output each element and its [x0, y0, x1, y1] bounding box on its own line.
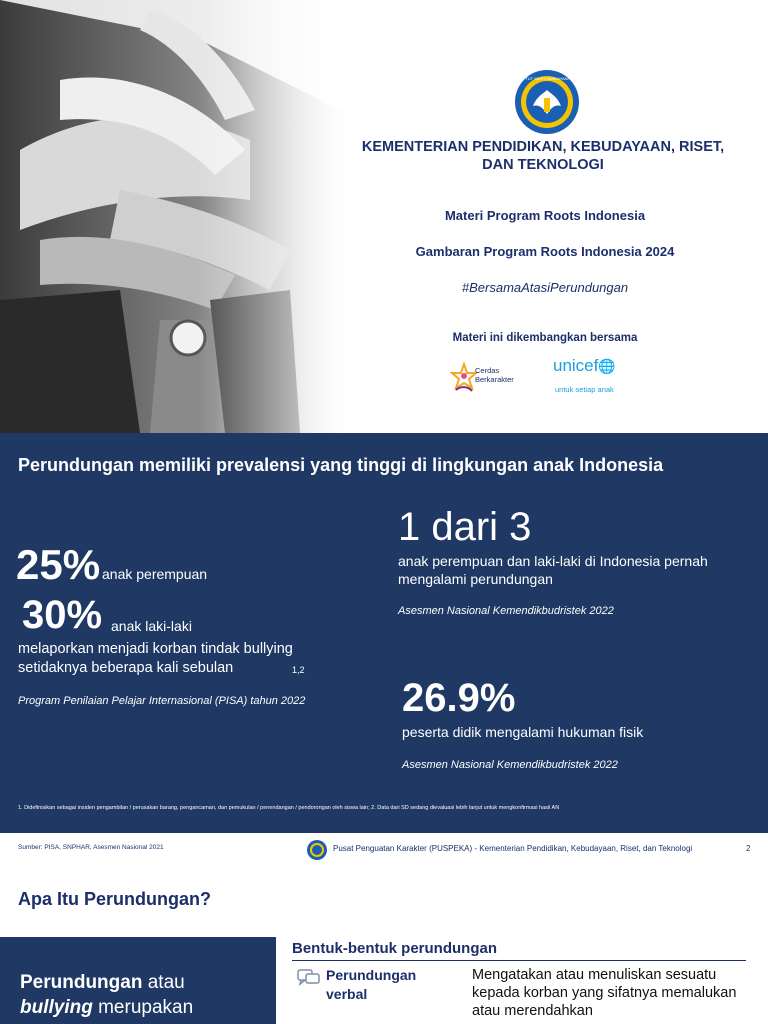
footer-source: Sumber: PISA, SNPHAR, Asesmen Nasional 2021	[18, 844, 164, 851]
partner-heading: Materi ini dikembangkan bersama	[452, 332, 638, 344]
source-pisa: Program Penilaian Pelajar Internasional (PISA) tahun 2022	[18, 695, 306, 707]
forms-subtitle: Bentuk-bentuk perundungan	[292, 940, 497, 957]
panel-word-merupakan: merupakan	[92, 997, 194, 1018]
berkarakter-text: Berkarakter	[475, 375, 514, 384]
stat-footnote-ref: 1,2	[292, 665, 305, 675]
footer-organization: Pusat Penguatan Karakter (PUSPEKA) - Kementerian Pendidikan, Kebudayaan, Riset, dan Teknologi	[333, 844, 693, 853]
page-number: 2	[746, 844, 751, 853]
ministry-line-2: DAN TEKNOLOGI	[482, 157, 604, 173]
slide-title: Apa Itu Perundungan?	[18, 889, 211, 909]
ministry-name	[318, 138, 768, 174]
unicef-name: unicef	[553, 356, 599, 375]
panel-word-bullying: bullying	[20, 997, 93, 1018]
materi-title: Materi Program Roots Indonesia	[444, 208, 646, 223]
panel-word-perundungan: Perundungan	[20, 972, 143, 993]
slide-footer	[0, 833, 768, 867]
ministry-line-1: KEMENTERIAN PENDIDIKAN, KEBUDAYAAN, RISET,	[361, 139, 725, 155]
hands-together-photo	[0, 0, 360, 433]
slide-title: Perundungan memiliki prevalensi yang tinggi di lingkungan anak Indonesia	[18, 455, 664, 475]
stat-boys-label: anak laki-laki	[111, 618, 192, 634]
verbal-bullying-definition: Mengatakan atau menuliskan sesuatu kepada korban yang sifatnya memalukan atau merendahkan	[472, 967, 737, 1019]
speech-bubble-icon	[297, 968, 321, 988]
tut-wuri-handayani-logo	[513, 68, 581, 136]
source-asesmen-1: Asesmen Nasional Kemendikbudristek 2022	[398, 605, 614, 617]
stat-ratio-description: anak perempuan dan laki-laki di Indonesia pernah mengalami perundungan	[398, 553, 708, 587]
cerdas-berkarakter-text	[475, 366, 514, 384]
gambaran-title: Gambaran Program Roots Indonesia 2024	[415, 244, 675, 259]
stat-girls-label: anak perempuan	[102, 566, 208, 582]
cerdas-text: Cerdas	[475, 366, 500, 375]
source-asesmen-2: Asesmen Nasional Kemendikbudristek 2022	[402, 759, 618, 771]
stat-boys-value: 30%	[22, 593, 103, 637]
unicef-logo-text	[553, 356, 616, 376]
panel-word-atau: atau	[142, 972, 185, 993]
definition-panel	[0, 937, 276, 1024]
stat-ratio-value: 1 dari 3	[398, 505, 532, 549]
cover-slide	[0, 0, 768, 433]
divider	[292, 960, 746, 961]
footnote: 1. Didefinisikan sebagai insiden pengambilan / perusakan barang, pengancaman, dan pemukulan / penendangan / pendorongan oleh siswa lain; 2. Data dari SD sedang dievaluasi lebih lanjut untuk mengkonfirmasi hasil AN	[18, 805, 560, 811]
stat-physical-description: peserta didik mengalami hukuman fisik	[402, 724, 644, 740]
unicef-globe-icon: 🌐	[598, 358, 616, 374]
unicef-tagline: untuk setiap anak	[555, 385, 614, 394]
prevalence-slide	[0, 433, 768, 833]
logo-motto: TUT WURI HANDAYANI	[525, 76, 569, 81]
stat-physical-value: 26.9%	[402, 676, 516, 720]
definition-panel-text	[20, 970, 280, 1020]
verbal-bullying-term: Perundungan verbal	[326, 967, 417, 1002]
definition-slide	[0, 867, 768, 1024]
ministry-small-logo	[306, 839, 328, 861]
stat-girls-value: 25%	[16, 541, 101, 588]
stat-description: melaporkan menjadi korban tindak bullying setidaknya beberapa kali sebulan	[18, 641, 293, 676]
hashtag: #BersamaAtasiPerundungan	[461, 280, 629, 295]
